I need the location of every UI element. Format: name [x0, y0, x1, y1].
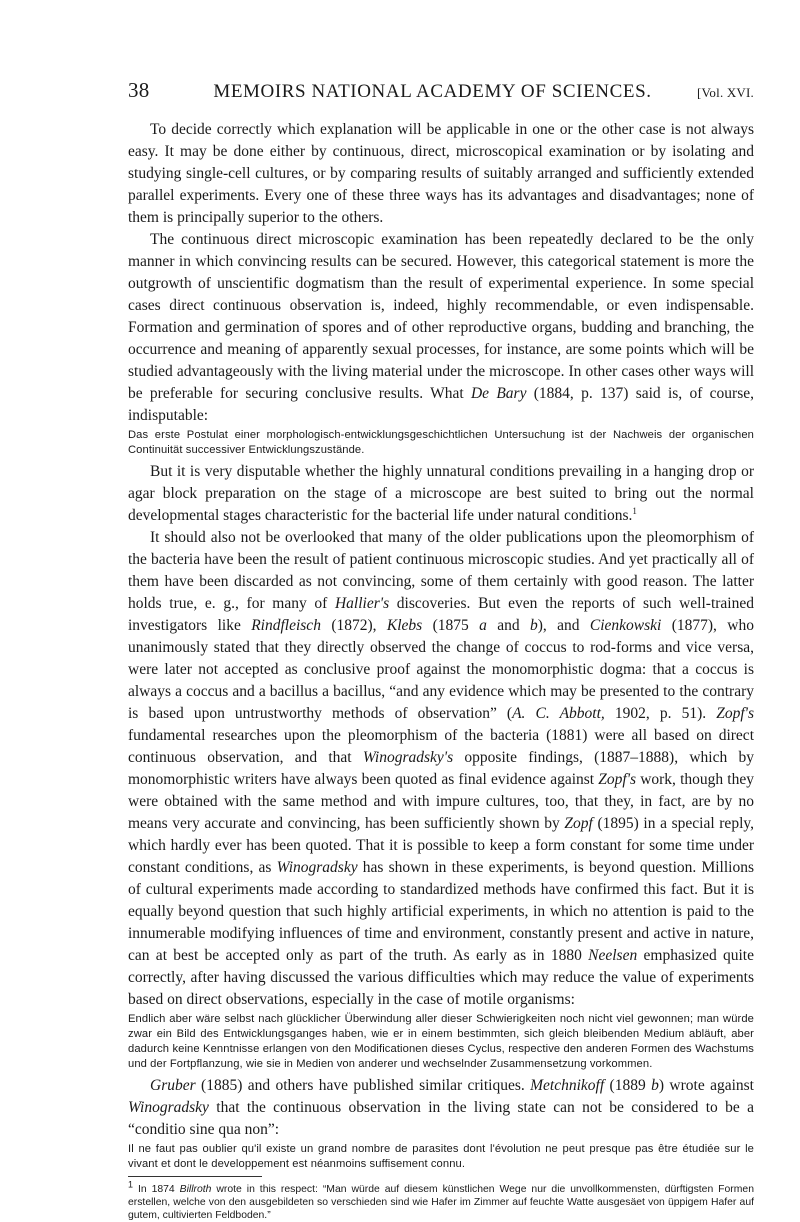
paragraph-5: Gruber (1885) and others have published similar critiques. Metchnikoff (1889 b) wrote against Winogradsky that the continuous observation in the living state can not be considered to be a “conditio sine qua non”: [128, 1077, 754, 1138]
quote-metchnikoff: Il ne faut pas oublier qu'il existe un grand nombre de parasites dont l'évolution ne peut presque pas être étudiée sur le vivant et dont le developpement est néanmoins suffisement connu. [128, 1143, 754, 1170]
quote-de-bary: Das erste Postulat einer morphologisch-entwicklungsgeschichtlichen Untersuchung ist der Nachweis der organischen Continuität successiver Entwicklungszustände. [128, 429, 754, 456]
quote-neelsen: Endlich aber wäre selbst nach glücklicher Überwindung aller dieser Schwierigkeiten noch nicht viel gewonnen; man würde zwar ein Bild des Entwicklungsganges haben, wie er in einem bestimmten, sich gleich bleibenden Medium abläuft, aber dadurch keine Kenntnisse erlangen von den Modificationen dieses Cyclus, respective den anderen Formen des Wachstums und der Fortpflanzung, wie sie in Medien von anderer und wechselnder Zusammensetzung vorkommen. [128, 1013, 754, 1070]
footnote-1: $^1$ In 1874 Billroth wrote in this respect: “Man würde auf diesem künstlichen Wege nur die unvollkommensten, dürftigsten Formen erstellen, welche von den ausgebildeten so verschieden sind wie Hafer im Zimmer auf feuchte Watte ausgesäet von üppigem Hafer auf gutem, cultivierten Feldboden.” [128, 1179, 754, 1221]
footnote-divider [128, 1176, 262, 1177]
paragraph-1: To decide correctly which explanation will be applicable in one or the other case is not always easy. It may be done either by continuous, direct, microscopical examination or by isolating and studying single-cell cultures, or by comparing results of suitably arranged and sufficiently extended parallel experiments. Every one of these three ways has its advantages and disadvantages; none of them is principally superior to the others. [128, 121, 754, 226]
volume-label: [Vol. XVI. [696, 85, 754, 100]
page-number: 38 [128, 78, 150, 102]
running-title: MEMOIRS NATIONAL ACADEMY OF SCIENCES. [213, 81, 652, 102]
body-text [128, 119, 754, 1172]
author-de-bary: De Bary [470, 385, 527, 402]
footnote-ref: 1 [632, 505, 637, 516]
paragraph-4: It should also not be overlooked that many of the older publications upon the pleomorphism of the bacteria have been the result of patient continuous microscopic studies. And yet practically all of them have been discarded as not convincing, some of them certainly with good reason. The latter holds true, e. g., for many of Hallier's discoveries. But even the reports of such well-trained investigators like Rindfleisch (1872), Klebs (1875 a and b), and Cienkowski (1877), who unanimously stated that they directly observed the change of coccus to rod-forms and vice versa, were later not accepted as conclusive proof against the monomorphistic dogma: that a coccus is always a coccus and a bacillus a bacillus, “and any evidence which may be presented to the contrary is based upon untrustworthy methods of observation” (A. C. Abbott, 1902, p. 51). Zopf's fundamental researches upon the pleomorphism of the bacteria (1881) were all based on direct continuous observation, and that Winogradsky's opposite findings, (1887–1888), which by monomorphistic writers have always been quoted as final evidence against Zopf's work, though they were obtained with the same method and with impure cultures, too, that they, in fact, are by no means very accurate and convincing, has been sufficiently shown by Zopf (1895) in a special reply, which hardly ever has been quoted. That it is possible to keep a form constant for some time under constant conditions, as Winogradsky has shown in these experiments, is beyond question. Millions of cultural experiments made according to standardized methods have confirmed this fact. But it is equally beyond question that such highly artificial experiments, in which no attention is paid to the innumerable modifying influences of time and environment, constantly present and active in nature, can at best be accepted only as part of the truth. As early as in 1880 Neelsen emphasized quite correctly, after having discussed the various difficulties which may reduce the value of experiments based on direct observations, especially in the case of motile organisms: [128, 529, 754, 1008]
paragraph-3: But it is very disputable whether the highly unnatural conditions prevailing in a hanging drop or agar block preparation on the stage of a microscope are best suited to bring out the normal developmental stages characteristic for the bacterial life under natural conditions.$^1$ [128, 463, 754, 524]
paragraph-2: The continuous direct microscopic examination has been repeatedly declared to be the only manner in which convincing results can be secured. However, this categorical statement is more the outgrowth of unscientific dogmatism than the result of experimental experience. In some special cases direct continuous observation is, indeed, highly recommendable, or even indispensable. Formation and germination of spores and of other reproductive organs, budding and branching, the occurrence and meaning of apparently sexual processes, for instance, are some points which will be studied advantageously with the living material under the microscope. In other cases other ways will be preferable for securing conclusive results. What De Bary (1884, p. 137) said is, of course, indisputable: [128, 231, 754, 424]
running-header [128, 78, 754, 103]
